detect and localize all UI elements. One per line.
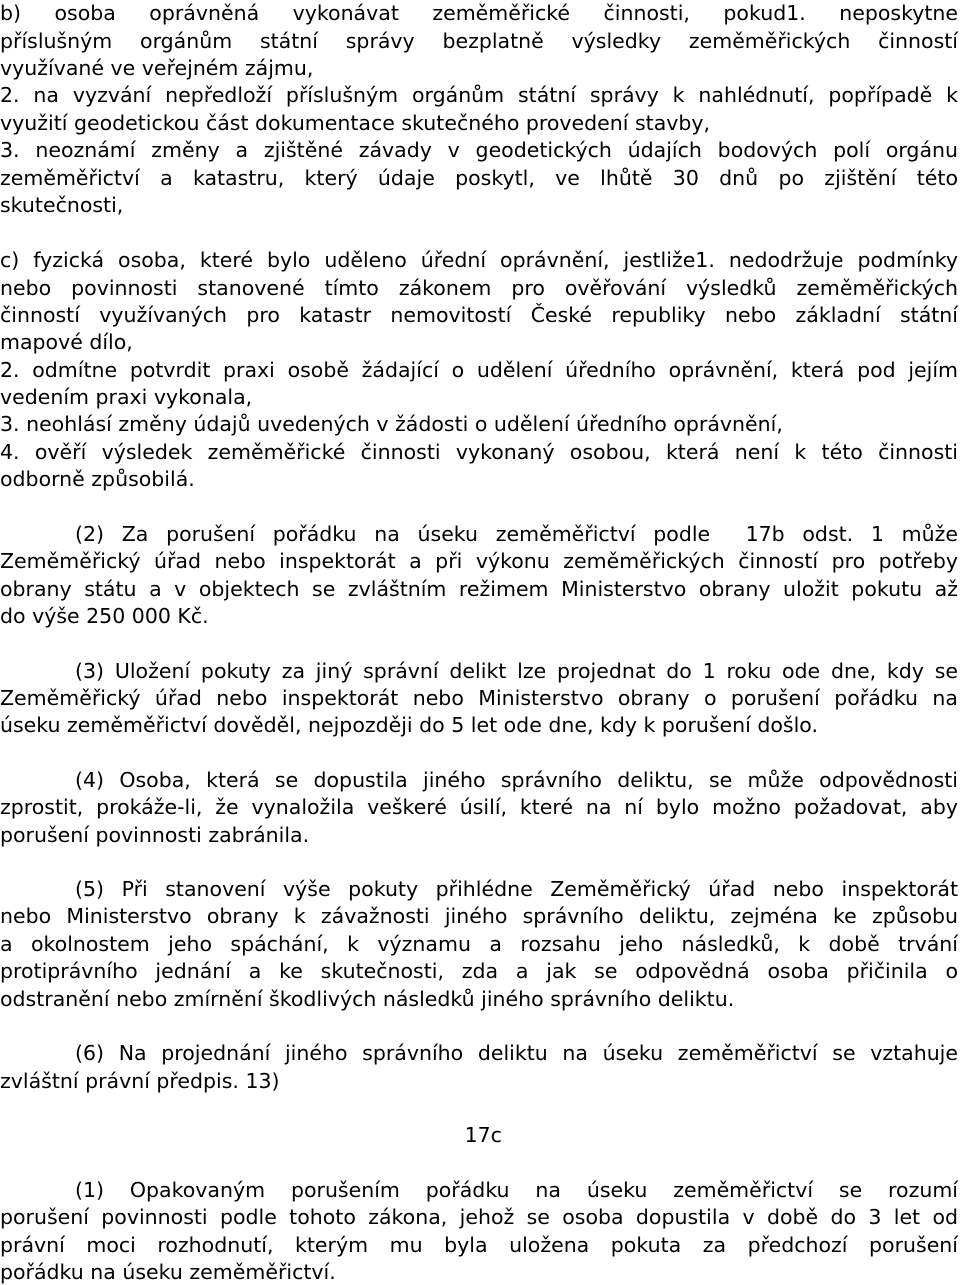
text-line: Zeměměřický úřad nebo inspektorát a při výkonu zeměměřických činností pro potřeby [0, 549, 958, 573]
text-line: 2. odmítne potvrdit praxi osobě žádající o udělení úředního oprávnění, která pod jejím [0, 358, 958, 382]
text-line: příslušným orgánům státní správy bezplatně výsledky zeměměřických činností [0, 29, 958, 53]
text-line: (4) Osoba, která se dopustila jiného správního deliktu, se může odpovědnosti [75, 768, 958, 792]
text-line: zeměměřictví a katastru, který údaje poskytl, ve lhůtě 30 dnů po zjištění této [0, 166, 958, 190]
text-line: využívané ve veřejném zájmu, [0, 56, 314, 80]
text-line: porušení povinnosti podle tohoto zákona, jehož se osoba dopustila v době do 3 let od [0, 1205, 958, 1229]
text-line: 3. neoznámí změny a zjištěné závady v geodetických údajích bodových polí orgánu [0, 138, 958, 162]
text-line: pořádku na úseku zeměměřictví. [0, 1260, 336, 1284]
text-line: nebo Ministerstvo obrany k závažnosti jiného správního deliktu, zejména ke způsobu [0, 904, 958, 928]
text-line: b) osoba oprávněná vykonávat zeměměřické činnosti, pokud1. neposkytne [0, 1, 958, 25]
text-line: vedením praxi vykonala, [0, 385, 253, 409]
text-line: c) fyzická osoba, které bylo uděleno úřední oprávnění, jestliže1. nedodržuje podmínky [0, 248, 958, 272]
text-line: zprostit, prokáže-li, že vynaložila veškeré úsilí, které na ní bylo možno požadovat, aby [0, 795, 958, 819]
text-line: (2) Za porušení pořádku na úseku zeměměřictví podle 17b odst. 1 může [75, 522, 958, 546]
text-line: odstranění nebo zmírnění škodlivých následků jiného správního deliktu. [0, 987, 735, 1011]
text-line: 2. na vyzvání nepředloží příslušným orgánům státní správy k nahlédnutí, popřípadě k [0, 83, 958, 107]
text-line: (3) Uložení pokuty za jiný správní delikt lze projednat do 1 roku ode dne, kdy se [75, 659, 958, 683]
text-line: právní moci rozhodnutí, kterým mu byla uložena pokuta za předchozí porušení [0, 1233, 958, 1257]
text-line: mapové dílo, [0, 330, 133, 354]
text-line: nebo povinnosti stanovené tímto zákonem pro ověřování výsledků zeměměřických [0, 276, 958, 300]
text-line: (6) Na projednání jiného správního deliktu na úseku zeměměřictví se vztahuje [75, 1041, 958, 1065]
text-line: do výše 250 000 Kč. [0, 604, 209, 628]
text-line: a okolnostem jeho spáchání, k významu a rozsahu jeho následků, k době trvání [0, 932, 958, 956]
text-line: zvláštní právní předpis. 13) [0, 1069, 280, 1093]
text-line: obrany státu a v objektech se zvláštním režimem Ministerstvo obrany uložit pokutu až [0, 577, 958, 601]
text-line: Zeměměřický úřad nebo inspektorát nebo Ministerstvo obrany o porušení pořádku na [0, 686, 958, 710]
text-line: 4. ověří výsledek zeměměřické činnosti vykonaný osobou, která není k této činnosti [0, 440, 958, 464]
text-line: porušení povinnosti zabránila. [0, 823, 310, 847]
text-line: protiprávního jednání a ke skutečnosti, zda a jak se odpovědná osoba přičinila o [0, 959, 958, 983]
text-line: odborně způsobilá. [0, 467, 195, 491]
text-line: využití geodetickou část dokumentace skutečného provedení stavby, [0, 111, 711, 135]
text-line: činností využívaných pro katastr nemovitostí České republiky nebo základní státní [0, 303, 958, 327]
text-line: úseku zeměměřictví dověděl, nejpozději do 5 let ode dne, kdy k porušení došlo. [0, 713, 818, 737]
text-line: (5) Při stanovení výše pokuty přihlédne Zeměměřický úřad nebo inspektorát [75, 877, 958, 901]
section-heading: 17c [458, 1123, 502, 1147]
text-line: (1) Opakovaným porušením pořádku na úseku zeměměřictví se rozumí [75, 1178, 958, 1202]
text-line: 3. neohlásí změny údajů uvedených v žádosti o udělení úředního oprávnění, [0, 412, 783, 436]
text-line: skutečnosti, [0, 193, 124, 217]
